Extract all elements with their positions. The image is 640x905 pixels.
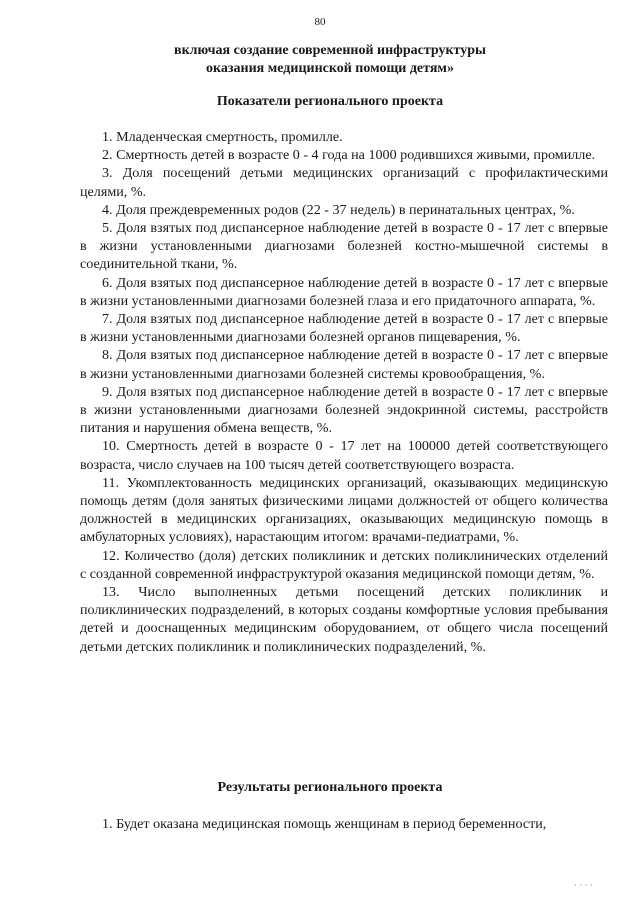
scan-mark: · · · · [574,880,593,890]
title-line: включая создание современной инфраструктуры [174,43,486,58]
indicator-item: 7. Доля взятых под диспансерное наблюдение детей в возрасте 0 - 17 лет с впервые в жизни установленными диагнозами болезней органов пищеварения, %. [80,311,608,346]
indicator-item: 1. Младенческая смертность, промилле. [102,129,343,145]
indicator-item: 11. Укомплектованность медицинских организаций, оказывающих медицинскую помощь детям (доля занятых физическими лицами должностей от общего количества должностей в медицинских организациях, оказывающих медицинскую помощь в амбулаторных условиях), нарастающим итогом: врачами-педиатрами, %. [80,474,608,546]
page-number: 80 [314,16,326,28]
indicator-item: 8. Доля взятых под диспансерное наблюдение детей в возрасте 0 - 17 лет с впервые в жизни установленными диагнозами болезней системы кровообращения, %. [80,347,608,382]
document-title [60,42,600,78]
indicator-item: 13. Число выполненных детьми посещений детских поликлиник и поликлинических подразделений, в которых созданы комфортные условия пребывания детей и дооснащенных медицинским оборудованием, от общего числа посещений детьми детских поликлиник и поликлинических подразделений, %. [80,584,608,655]
indicators-heading: Показатели регионального проекта [216,94,444,109]
title-line: оказания медицинской помощи детям» [206,61,454,76]
results-heading: Результаты регионального проекта [217,780,443,795]
indicator-item: 12. Количество (доля) детских поликлиник и детских поликлинических отделений с созданной современной инфраструктурой оказания медицинской помощи детям, %. [80,547,608,582]
indicators-list [80,128,608,656]
indicator-item: 3. Доля посещений детьми медицинских организаций с профилактическими целями, %. [80,165,608,200]
indicator-item: 6. Доля взятых под диспансерное наблюдение детей в возрасте 0 - 17 лет с впервые в жизни установленными диагнозами болезней глаза и его придаточного аппарата, %. [80,274,608,309]
indicator-item: 2. Смертность детей в возрасте 0 - 4 года на 1000 родившихся живыми, промилле. [102,147,596,164]
result-item: 1. Будет оказана медицинская помощь женщинам в период беременности, [102,816,547,832]
results-list [80,815,608,833]
indicator-item: 10. Смертность детей в возрасте 0 - 17 лет на 100000 детей соответствующего возраста, число случаев на 100 тысяч детей соответствующего возраста. [80,438,608,473]
indicator-item: 4. Доля преждевременных родов (22 - 37 недель) в перинатальных центрах, %. [102,201,575,218]
indicator-item: 9. Доля взятых под диспансерное наблюдение детей в возрасте 0 - 17 лет с впервые в жизни установленными диагнозами болезней эндокринной системы, расстройств питания и нарушения обмена веществ, %. [80,383,608,437]
indicator-item: 5. Доля взятых под диспансерное наблюдение детей в возрасте 0 - 17 лет с впервые в жизни установленными диагнозами болезней костно-мышечной системы в соединительной ткани, %. [80,220,608,273]
